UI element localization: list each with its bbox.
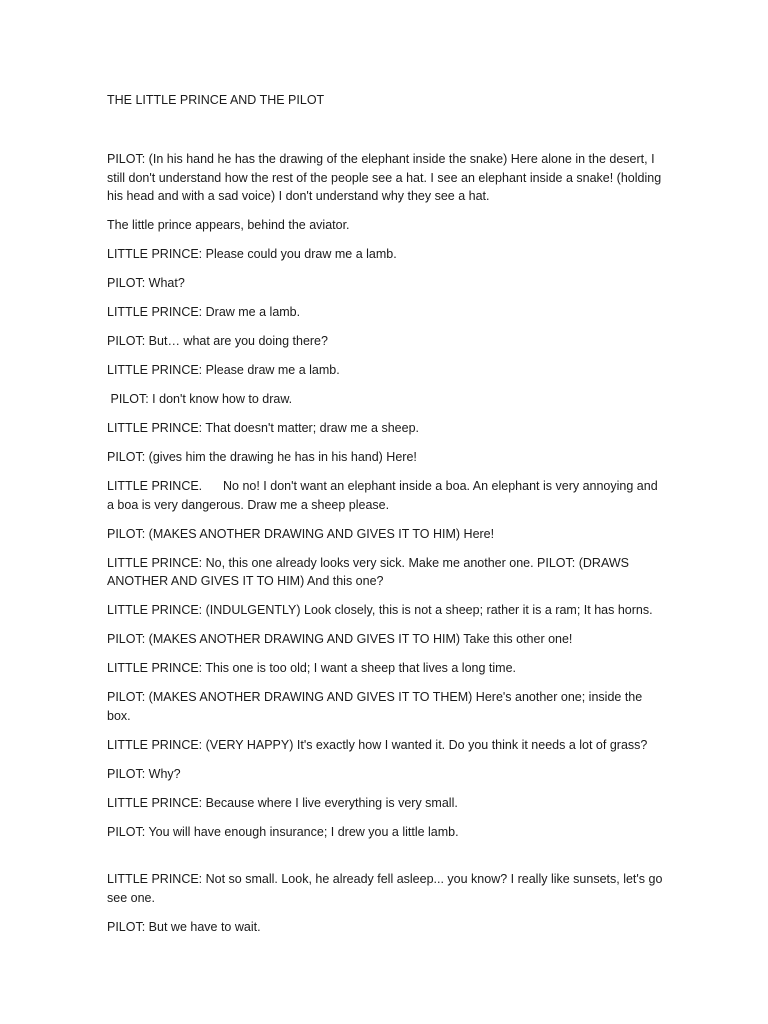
paragraph: PILOT: (gives him the drawing he has in his hand) Here! <box>107 450 417 464</box>
paragraph: LITTLE PRINCE: Please draw me a lamb. <box>107 363 340 377</box>
paragraph: PILOT: But we have to wait. <box>107 919 261 934</box>
paragraph: PILOT: (In his hand he has the drawing of the elephant inside the snake) Here alone in the desert, I still don't understand how the rest of the people see a hat. I see an elephant inside a snake! (holding his head and with a sad voice) I don't understand why they see a hat. <box>107 152 665 203</box>
paragraph: PILOT: (MAKES ANOTHER DRAWING AND GIVES IT TO HIM) Take this other one! <box>107 632 573 646</box>
paragraph: PILOT: What? <box>107 276 185 290</box>
paragraph: PILOT: (MAKES ANOTHER DRAWING AND GIVES IT TO THEM) Here's another one; inside the box. <box>107 690 646 723</box>
paragraph: LITTLE PRINCE: Draw me a lamb. <box>107 305 301 319</box>
paragraph: PILOT: But… what are you doing there? <box>107 334 328 348</box>
paragraph: LITTLE PRINCE: No, this one already looks very sick. Make me another one. PILOT: (DRAWS ANOTHER AND GIVES IT TO HIM) And this one? <box>107 555 632 588</box>
paragraph: PILOT: (MAKES ANOTHER DRAWING AND GIVES IT TO HIM) Here! <box>107 526 495 541</box>
paragraph: LITTLE PRINCE: Not so small. Look, he already fell asleep... you know? I really like sunsets, let's go see one. <box>107 872 666 905</box>
paragraph: PILOT: I don't know how to draw. <box>107 392 293 406</box>
paragraph: LITTLE PRINCE: That doesn't matter; draw me a sheep. <box>107 421 420 435</box>
paragraph: LITTLE PRINCE: Because where I live everything is very small. <box>107 795 458 810</box>
paragraph: PILOT: You will have enough insurance; I drew you a little lamb. <box>107 824 459 839</box>
paragraph: LITTLE PRINCE. No no! I don't want an elephant inside a boa. An elephant is very annoying and a boa is very dangerous. Draw me a sheep please. <box>107 479 662 512</box>
paragraph: LITTLE PRINCE: This one is too old; I want a sheep that lives a long time. <box>107 661 516 675</box>
document-body <box>107 150 667 947</box>
paragraph: The little prince appears, behind the aviator. <box>107 218 350 232</box>
paragraph: LITTLE PRINCE: Please could you draw me a lamb. <box>107 247 397 261</box>
paragraph: LITTLE PRINCE: (VERY HAPPY) It's exactly how I wanted it. Do you think it needs a lot of grass? <box>107 737 648 752</box>
paragraph: LITTLE PRINCE: (INDULGENTLY) Look closely, this is not a sheep; rather it is a ram; It has horns. <box>107 603 653 617</box>
document-title: THE LITTLE PRINCE AND THE PILOT <box>107 93 325 107</box>
paragraph: PILOT: Why? <box>107 766 181 781</box>
